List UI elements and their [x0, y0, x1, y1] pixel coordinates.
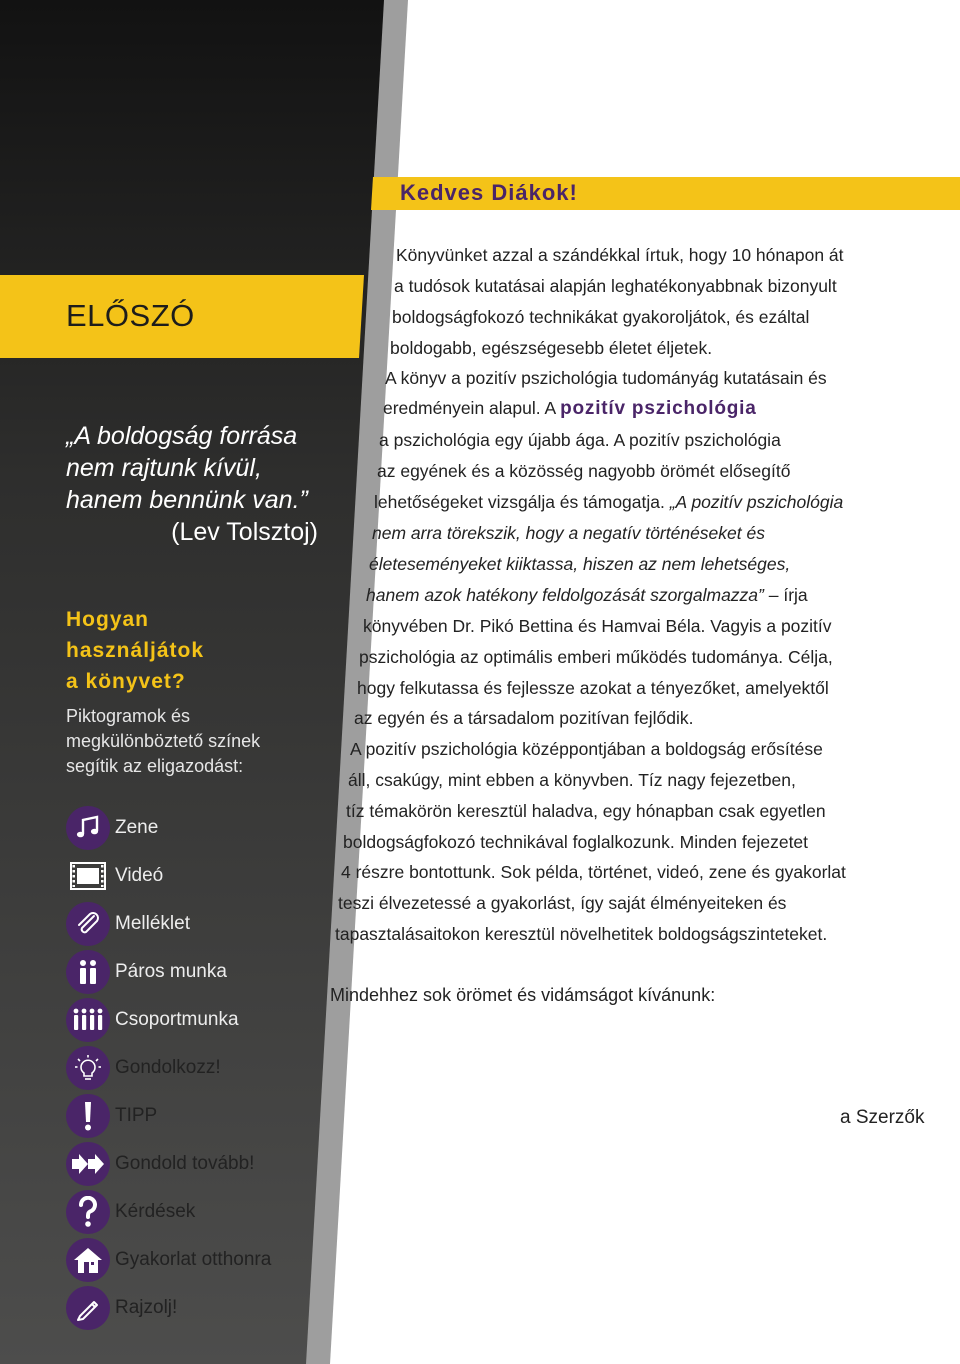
- arrows-icon: [66, 1142, 110, 1186]
- body-line: [383, 398, 757, 420]
- pair-icon: [66, 950, 110, 994]
- legend-item-video: [66, 854, 163, 898]
- quote-line: nem rajtunk kívül,: [66, 454, 262, 482]
- body-line: 4 részre bontottunk. Sok példa, történet, videó, zene és gyakorlat: [341, 862, 846, 882]
- quote-text: nem arra törekszik, hogy a negatív történéseket és: [372, 523, 765, 543]
- section-title: ELŐSZÓ: [66, 298, 195, 333]
- body-line: A könyv a pozitív pszichológia tudományág kutatásain és: [385, 368, 827, 388]
- legend-label: Melléklet: [115, 913, 190, 934]
- legend-label: Rajzolj!: [115, 1297, 178, 1318]
- body-line: könyvében Dr. Pikó Bettina és Hamvai Béla. Vagyis a pozitív: [363, 616, 832, 636]
- body-line: az egyén és a társadalom pozitívan fejlődik.: [354, 708, 694, 728]
- intro-line: megkülönböztető színek: [66, 731, 261, 751]
- group-icon: [66, 998, 110, 1042]
- intro-line: Piktogramok és: [66, 706, 191, 726]
- quote-text: életeseményeket kiiktassa, hiszen az nem lehetséges,: [369, 554, 791, 574]
- exclamation-icon: [66, 1094, 110, 1138]
- legend-item-gondolkozz: [66, 1046, 221, 1090]
- legend-item-kerdesek: [66, 1190, 195, 1234]
- body-line: [369, 554, 790, 575]
- legend-label: Gondolkozz!: [115, 1057, 221, 1078]
- greeting-heading: Kedves Diákok!: [400, 180, 578, 205]
- signature: a Szerzők: [840, 1107, 925, 1128]
- house-icon: [66, 1238, 110, 1282]
- legend-label: Kérdések: [115, 1201, 196, 1222]
- question-icon: [66, 1190, 110, 1234]
- body-line: [366, 585, 808, 606]
- body-line: [374, 492, 843, 513]
- body-line: pszichológia az optimális emberi működés tudománya. Célja,: [359, 647, 833, 667]
- body-line: az egyének és a közösség nagyobb örömét elősegítő: [377, 461, 791, 481]
- body-line: áll, csakúgy, mint ebben a könyvben. Tíz nagy fejezetben,: [348, 770, 796, 790]
- legend-label: Gondold tovább!: [115, 1153, 255, 1174]
- film-icon: [66, 854, 110, 898]
- legend-item-zene: [66, 806, 158, 850]
- body-line: a tudósok kutatásai alapján leghatékonyabbnak bizonyult: [394, 276, 837, 296]
- paperclip-icon: [66, 902, 110, 946]
- body-line: teszi élvezetessé a gyakorlást, így saját élményeiteken és: [338, 893, 787, 913]
- legend-item-rajzolj: [66, 1286, 177, 1330]
- intro-line: segítik az eligazodást:: [66, 756, 244, 776]
- body-text: – írja: [763, 585, 808, 605]
- legend-item-gondold-tovabb: [66, 1142, 254, 1186]
- closing-line: Mindehhez sok örömet és vidámságot kívánunk:: [330, 985, 716, 1005]
- quote-line: „A boldogság forrása: [66, 422, 298, 450]
- body-line: boldogabb, egészségesebb életet éljetek.: [390, 338, 713, 358]
- legend-item-gyakorlat-otthonra: [66, 1238, 271, 1282]
- tolstoy-quote: [66, 420, 326, 548]
- legend-label: TIPP: [115, 1105, 158, 1126]
- legend-label: Videó: [115, 865, 164, 886]
- quote-text: hanem azok hatékony feldolgozását szorgalmazza”: [366, 585, 764, 605]
- howto-title-line: a könyvet?: [66, 670, 186, 693]
- pencil-icon: [66, 1286, 110, 1330]
- legend-item-melleklet: [66, 902, 190, 946]
- body-line: [372, 523, 765, 544]
- quote-text: „A pozitív pszichológia: [669, 492, 844, 512]
- lightbulb-icon: [66, 1046, 110, 1090]
- body-line: boldogságfokozó technikákat gyakoroljátok, és ezáltal: [392, 307, 810, 327]
- music-note-icon: [66, 806, 110, 850]
- body-line: A pozitív pszichológia középpontjában a boldogság erősítése: [350, 739, 823, 759]
- highlight-term: pozitív pszichológia: [560, 398, 757, 419]
- body-line: tíz témakörön keresztül haladva, egy hónapban csak egyetlen: [346, 801, 826, 821]
- howto-title-line: Hogyan: [66, 608, 150, 631]
- body-text: eredményein alapul. A: [383, 398, 561, 418]
- howto-heading: [66, 604, 204, 697]
- legend-label: Csoportmunka: [115, 1009, 239, 1030]
- legend-label: Zene: [115, 817, 159, 838]
- body-line: hogy felkutassa és fejlessze azokat a tényezőket, amelyektől: [357, 678, 829, 698]
- legend-label: Gyakorlat otthonra: [115, 1249, 272, 1270]
- howto-title-line: használjátok: [66, 639, 205, 662]
- quote-author: (Lev Tolsztoj): [171, 518, 318, 546]
- howto-intro: [66, 704, 260, 779]
- body-line: tapasztalásaitokon keresztül növelhetitek boldogságszinteteket.: [335, 924, 828, 944]
- body-line: a pszichológia egy újabb ága. A pozitív pszichológia: [379, 430, 781, 450]
- body-text: lehetőségeket vizsgálja és támogatja.: [374, 492, 670, 512]
- body-line: Könyvünket azzal a szándékkal írtuk, hogy 10 hónapon át: [396, 245, 844, 265]
- body-line: boldogságfokozó technikával foglalkozunk. Minden fejezetet: [343, 832, 809, 852]
- quote-line: hanem bennünk van.”: [66, 486, 308, 514]
- legend-item-paros-munka: [66, 950, 227, 994]
- legend-item-csoportmunka: [66, 998, 239, 1042]
- legend-label: Páros munka: [115, 961, 227, 982]
- legend-item-tipp: [66, 1094, 157, 1138]
